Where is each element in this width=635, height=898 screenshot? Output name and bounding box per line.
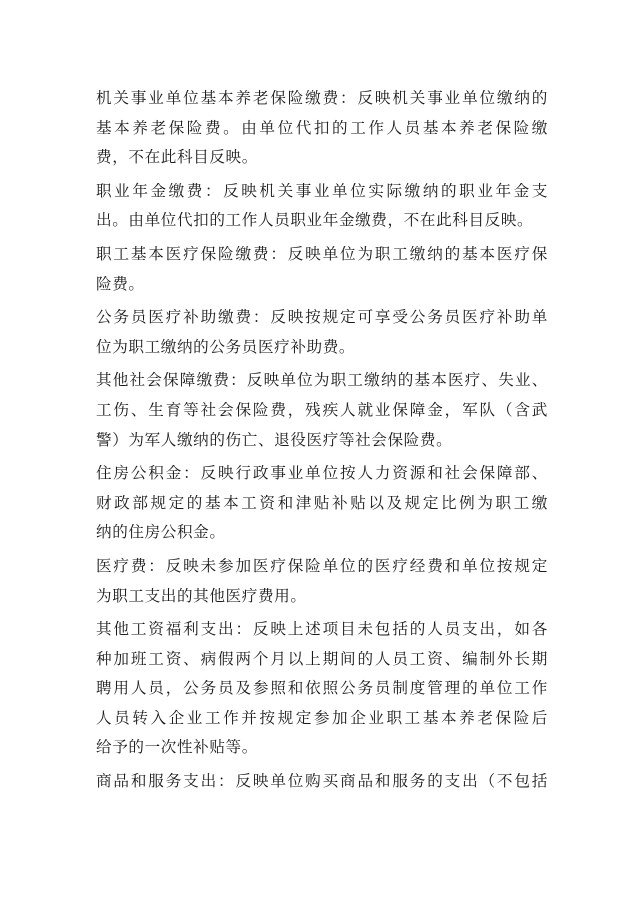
paragraph-other-social-security (96, 366, 548, 455)
text-line: 险费。 (96, 274, 145, 293)
text-line: 职工基本医疗保险缴费：反映单位为职工缴纳的基本医疗保 (96, 244, 548, 263)
text-line: 人员转入企业工作并按规定参加企业职工基本养老保险后 (96, 708, 548, 727)
text-line: 住房公积金：反映行政事业单位按人力资源和社会保障部、 (96, 464, 548, 483)
text-line: 费，不在此科目反映。 (96, 148, 258, 167)
text-line: 其他社会保障缴费：反映单位为职工缴纳的基本医疗、失业、 (96, 371, 548, 390)
text-line: 聘用人员，公务员及参照和依照公务员制度管理的单位工作 (96, 679, 548, 698)
text-line: 商品和服务支出：反映单位购买商品和服务的支出（不包括 (96, 772, 548, 791)
paragraph-housing-fund (96, 459, 548, 548)
text-line: 给予的一次性补贴等。 (96, 738, 258, 757)
text-line: 职业年金缴费：反映机关事业单位实际缴纳的职业年金支 (96, 181, 548, 200)
text-line: 其他工资福利支出：反映上述项目未包括的人员支出，如各 (96, 620, 548, 639)
text-line: 位为职工缴纳的公务员医疗补助费。 (96, 337, 356, 356)
paragraph-occupational-annuity (96, 177, 548, 236)
text-line: 财政部规定的基本工资和津贴补贴以及规定比例为职工缴 (96, 493, 548, 512)
text-line: 公务员医疗补助缴费：反映按规定可享受公务员医疗补助单 (96, 308, 548, 327)
paragraph-medical-expenses (96, 552, 548, 611)
text-line: 种加班工资、病假两个月以上期间的人员工资、编制外长期 (96, 649, 548, 668)
text-line: 为职工支出的其他医疗费用。 (96, 586, 307, 605)
text-line: 医疗费：反映未参加医疗保险单位的医疗经费和单位按规定 (96, 556, 548, 575)
text-line: 出。由单位代扣的工作人员职业年金缴费，不在此科目反映。 (96, 211, 534, 230)
document-body (96, 84, 548, 801)
paragraph-civil-servant-medical-subsidy (96, 303, 548, 362)
paragraph-goods-and-services (96, 767, 548, 797)
text-line: 基本养老保险费。由单位代扣的工作人员基本养老保险缴 (96, 118, 548, 137)
paragraph-basic-medical-insurance (96, 240, 548, 299)
paragraph-pension-insurance (96, 84, 548, 173)
text-line: 纳的住房公积金。 (96, 523, 226, 542)
paragraph-other-wage-welfare (96, 615, 548, 763)
text-line: 警）为军人缴纳的伤亡、退役医疗等社会保险费。 (96, 430, 453, 449)
text-line: 工伤、生育等社会保险费，残疾人就业保障金，军队（含武 (96, 400, 548, 419)
text-line: 机关事业单位基本养老保险缴费：反映机关事业单位缴纳的 (96, 89, 548, 107)
